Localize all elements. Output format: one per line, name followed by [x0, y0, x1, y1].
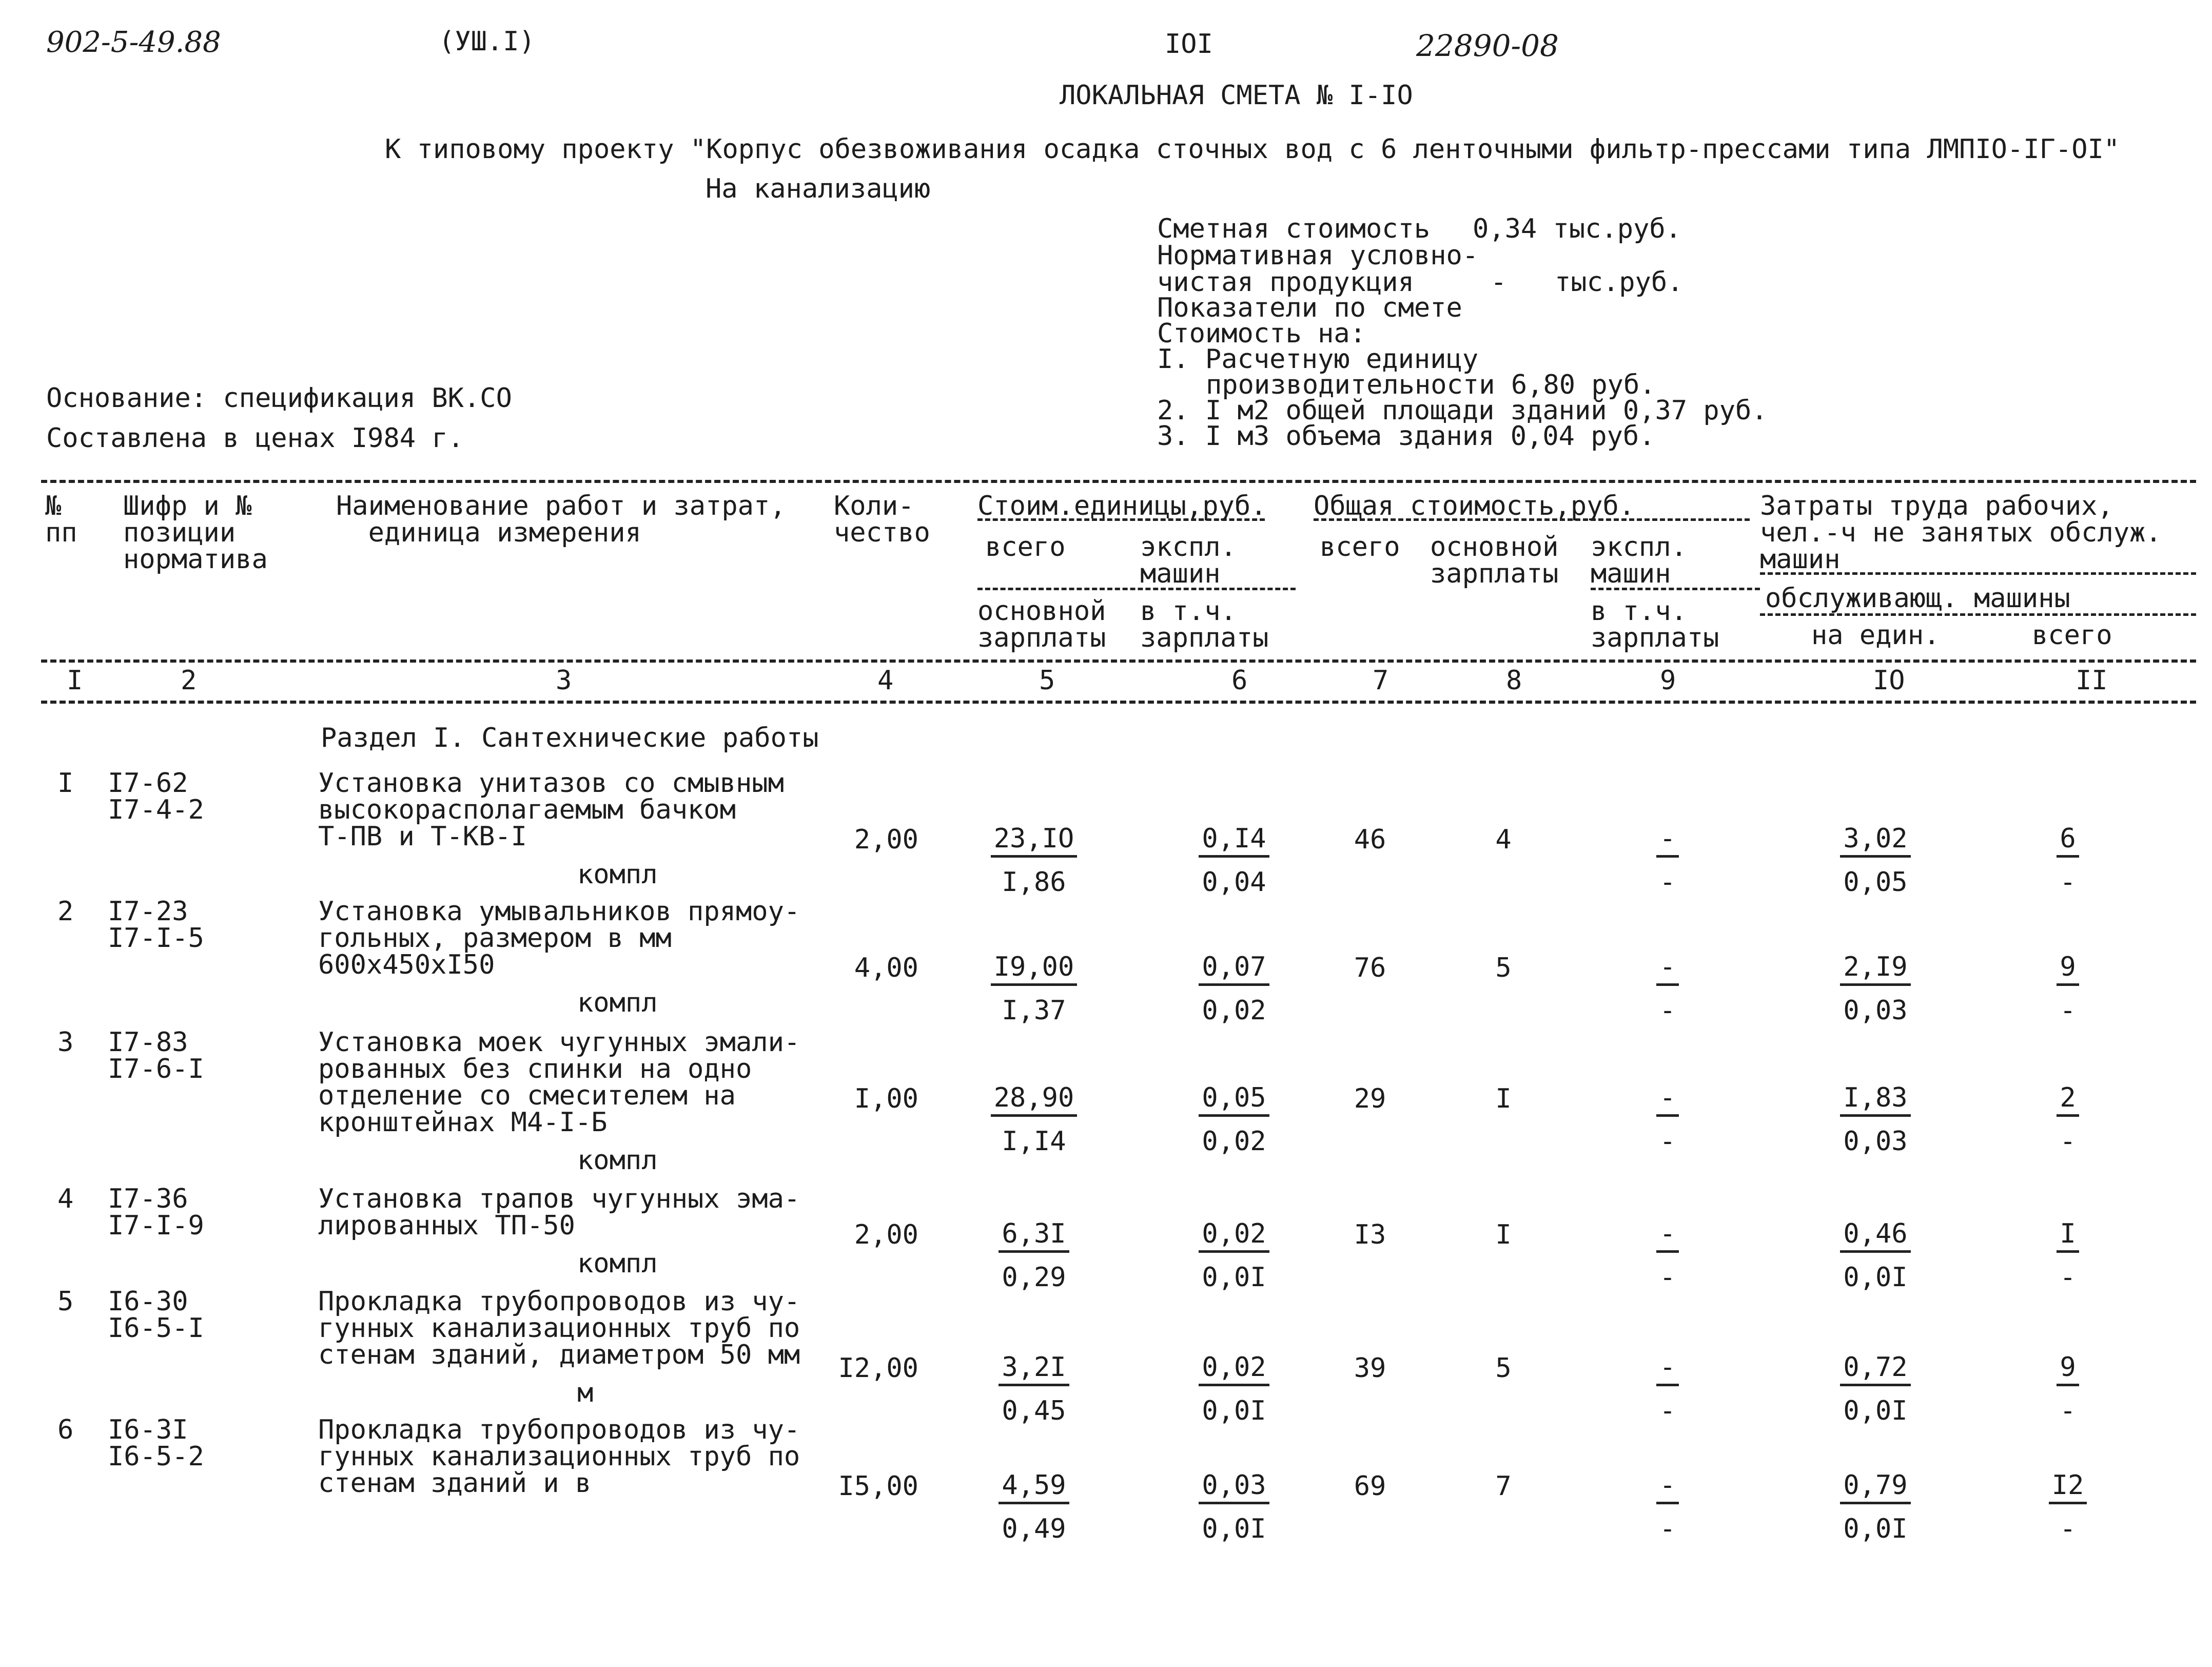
row-labor-total — [2017, 1220, 2119, 1291]
row-quantity: I2,00 — [838, 1353, 918, 1384]
row-total-base-wage: 5 — [1495, 953, 1512, 983]
row-labor-total-bottom: - — [2060, 1262, 2076, 1293]
row-total-machines-bottom: - — [1659, 1395, 1676, 1426]
column-number-1: I — [67, 665, 83, 696]
row-total-machines-top: - — [1656, 1084, 1678, 1117]
row-labor-total-bottom: - — [2060, 867, 2076, 898]
row-unit-cost — [975, 954, 1093, 1024]
row-unit: м — [577, 1378, 594, 1408]
indicator-item-1a: I. Расчетную единицу — [1157, 344, 1479, 375]
row-labor-per-unit-bottom: 0,03 — [1843, 1126, 1908, 1157]
basis-line: Основание: спецификация ВК.СО — [46, 383, 512, 414]
header-col-quantity: Коли- чество — [834, 491, 930, 548]
row-number: 3 — [57, 1027, 74, 1058]
row-unit-machines-top: 0,02 — [1199, 1354, 1269, 1386]
row-unit-cost — [975, 1354, 1093, 1424]
row-total-cost: 29 — [1354, 1083, 1386, 1114]
row-total-machines — [1616, 1084, 1719, 1155]
row-labor-total — [2017, 1472, 2119, 1542]
row-number: 2 — [57, 896, 74, 927]
row-unit-machines — [1175, 1220, 1293, 1291]
row-unit-machines-bottom: 0,0I — [1202, 1514, 1266, 1544]
normative-product-unit: тыс.руб. — [1555, 267, 1684, 298]
header-total-sub-rule — [1591, 588, 1760, 590]
row-labor-per-unit-top: I,83 — [1840, 1084, 1910, 1117]
column-number-6: 6 — [1231, 665, 1248, 696]
row-quantity: 2,00 — [854, 1219, 918, 1250]
column-number-7: 7 — [1373, 665, 1389, 696]
header-labor-total: всего — [2032, 620, 2112, 651]
row-total-machines-bottom: - — [1659, 1126, 1676, 1157]
project-description: К типовому проекту "Корпус обезвоживания осадка сточных вод с 6 ленточными фильтр-прессами типа ЛМПIO-IГ-OI" — [385, 134, 2120, 165]
header-col-name: Наименование работ и затрат, единица измерения — [336, 491, 786, 548]
row-unit-cost-top: 28,90 — [991, 1084, 1078, 1117]
row-total-cost: 46 — [1354, 824, 1386, 855]
row-unit-machines-top: 0,05 — [1199, 1084, 1269, 1117]
row-labor-total-top: I2 — [2049, 1472, 2087, 1504]
row-labor-per-unit — [1816, 1354, 1934, 1424]
row-unit-machines — [1175, 825, 1293, 896]
row-labor-per-unit-bottom: 0,0I — [1843, 1395, 1908, 1426]
row-labor-per-unit — [1816, 1472, 1934, 1542]
indicator-item-3: 3. I м3 объема здания 0,04 руб. — [1157, 421, 1655, 452]
normative-product-label-2: чистая продукция — [1157, 267, 1414, 298]
row-unit-cost-bottom: 0,29 — [1002, 1262, 1066, 1293]
header-labor: Затраты труда рабочих, чел.-ч не занятых обслуж. машин — [1760, 491, 2162, 575]
row-labor-per-unit-top: 0,46 — [1840, 1220, 1910, 1253]
row-total-base-wage: 4 — [1495, 824, 1512, 855]
row-total-machines — [1616, 1220, 1719, 1291]
row-labor-total-top: 9 — [2057, 1354, 2079, 1386]
row-unit-cost-top: I9,00 — [991, 954, 1078, 986]
row-total-cost: 39 — [1354, 1353, 1386, 1384]
row-name: Установка моек чугунных эмали- рованных без спинки на одно отделение со смесителем на кронштейнах М4-I-Б — [318, 1027, 800, 1138]
row-labor-per-unit — [1816, 954, 1934, 1024]
column-number-5: 5 — [1039, 665, 1055, 696]
column-number-8: 8 — [1506, 665, 1522, 696]
row-labor-total — [2017, 1084, 2119, 1155]
header-labor-sub-rule — [1760, 613, 2196, 616]
row-total-base-wage: 5 — [1495, 1353, 1512, 1384]
row-unit-machines — [1175, 1472, 1293, 1542]
row-total-cost: I3 — [1354, 1219, 1386, 1250]
header-mid-rule — [41, 660, 2196, 663]
header-col-number: № пп — [45, 491, 77, 548]
header-bottom-rule — [41, 701, 2196, 704]
row-unit: компл — [577, 859, 658, 890]
row-labor-total-top: 6 — [2057, 825, 2079, 858]
header-total-cost-rule — [1314, 518, 1750, 521]
cost-per-heading: Стоимость на: — [1157, 318, 1366, 349]
header-total-all: всего — [1320, 532, 1400, 563]
document-title: ЛОКАЛЬНАЯ СМЕТА № I-IO — [1060, 80, 1413, 111]
row-unit-machines-bottom: 0,02 — [1202, 995, 1266, 1026]
row-unit-cost-top: 3,2I — [999, 1354, 1069, 1386]
header-unit-incl-wage: в т.ч. зарплаты — [1140, 596, 1269, 653]
row-total-machines — [1616, 1354, 1719, 1424]
row-total-machines-top: - — [1656, 825, 1678, 858]
row-unit-cost-bottom: I,I4 — [1002, 1126, 1066, 1157]
row-number: 6 — [57, 1414, 74, 1445]
header-unit-total: всего — [985, 532, 1066, 563]
row-unit-machines-bottom: 0,0I — [1202, 1395, 1266, 1426]
row-labor-total — [2017, 1354, 2119, 1424]
row-number: 4 — [57, 1184, 74, 1214]
indicator-item-1b: производительности 6,80 руб. — [1206, 370, 1656, 400]
row-unit-cost-top: 23,IO — [991, 825, 1078, 858]
row-labor-per-unit — [1816, 1220, 1934, 1291]
row-total-machines-bottom: - — [1659, 867, 1676, 898]
row-unit-cost-bottom: I,37 — [1002, 995, 1066, 1026]
row-labor-per-unit-top: 3,02 — [1840, 825, 1910, 858]
header-unit-machines: экспл. машин — [1140, 532, 1237, 589]
row-total-base-wage: I — [1495, 1219, 1512, 1250]
row-name: Прокладка трубопроводов из чу- гунных канализационных труб по стенам зданий и в — [318, 1414, 800, 1499]
row-unit-machines-top: 0,07 — [1199, 954, 1269, 986]
header-labor-rule — [1760, 572, 2196, 575]
price-year-line: Составлена в ценах I984 г. — [46, 423, 464, 454]
column-number-9: 9 — [1660, 665, 1676, 696]
row-labor-per-unit-bottom: 0,0I — [1843, 1514, 1908, 1544]
row-unit-machines — [1175, 1354, 1293, 1424]
row-quantity: 2,00 — [854, 824, 918, 855]
header-unit-cost: Стоим.единицы,руб. — [977, 491, 1267, 521]
row-code: I7-36 I7-I-9 — [108, 1184, 204, 1241]
header-unit-cost-rule — [977, 518, 1265, 521]
header-col-code: Шифр и № позиции норматива — [123, 491, 268, 575]
indicator-item-2: 2. I м2 общей площади зданий 0,37 руб. — [1157, 395, 1768, 426]
row-unit-cost-bottom: 0,45 — [1002, 1395, 1066, 1426]
row-quantity: I5,00 — [838, 1471, 918, 1502]
indicators-heading: Показатели по смете — [1157, 293, 1462, 323]
column-number-2: 2 — [181, 665, 197, 696]
row-total-base-wage: I — [1495, 1083, 1512, 1114]
row-total-machines — [1616, 825, 1719, 896]
row-unit-machines-bottom: 0,04 — [1202, 867, 1266, 898]
row-labor-per-unit-top: 2,I9 — [1840, 954, 1910, 986]
row-unit-machines-top: 0,I4 — [1199, 825, 1269, 858]
row-total-cost: 76 — [1354, 953, 1386, 983]
row-total-machines-top: - — [1656, 1472, 1678, 1504]
row-labor-total-bottom: - — [2060, 1395, 2076, 1426]
row-total-machines-top: - — [1656, 1354, 1678, 1386]
row-labor-per-unit-top: 0,72 — [1840, 1354, 1910, 1386]
row-name: Установка трапов чугунных эма- лированных ТП-50 — [318, 1184, 800, 1241]
header-total-cost: Общая стоимость,руб. — [1314, 491, 1635, 521]
row-name: Установка умывальников прямоу- гольных, размером в мм 600x450xI50 — [318, 896, 800, 980]
column-number-10: IO — [1873, 665, 1905, 696]
estimated-cost-label: Сметная стоимость — [1157, 214, 1431, 244]
row-total-machines-bottom: - — [1659, 995, 1676, 1026]
row-unit-cost-bottom: I,86 — [1002, 867, 1066, 898]
row-code: I6-30 I6-5-I — [108, 1286, 204, 1344]
row-quantity: I,00 — [854, 1083, 918, 1114]
header-unit-base-wage: основной зарплаты — [977, 596, 1106, 653]
row-labor-per-unit-bottom: 0,0I — [1843, 1262, 1908, 1293]
row-labor-per-unit-bottom: 0,03 — [1843, 995, 1908, 1026]
archive-number: 22890-08 — [1416, 28, 1559, 63]
row-unit-cost-top: 4,59 — [999, 1472, 1069, 1504]
row-unit-machines — [1175, 1084, 1293, 1155]
row-labor-total-top: 2 — [2057, 1084, 2079, 1117]
page-number: IOI — [1165, 29, 1213, 60]
row-code: I6-3I I6-5-2 — [108, 1414, 204, 1472]
column-number-3: 3 — [556, 665, 572, 696]
header-labor-per-unit: на един. — [1811, 620, 1940, 651]
row-unit-cost — [975, 1084, 1093, 1155]
row-total-machines-bottom: - — [1659, 1514, 1676, 1544]
row-labor-total — [2017, 954, 2119, 1024]
row-total-machines-top: - — [1656, 954, 1678, 986]
row-unit-machines-bottom: 0,0I — [1202, 1262, 1266, 1293]
row-total-machines-top: - — [1656, 1220, 1678, 1253]
row-unit-machines-top: 0,02 — [1199, 1220, 1269, 1253]
row-unit-cost — [975, 1220, 1093, 1291]
document-subtitle: На канализацию — [706, 173, 931, 204]
row-code: I7-83 I7-6-I — [108, 1027, 204, 1084]
row-unit-machines-bottom: 0,02 — [1202, 1126, 1266, 1157]
row-total-machines-bottom: - — [1659, 1262, 1676, 1293]
header-top-rule — [41, 480, 2196, 483]
document-code: 902-5-49.88 — [46, 26, 221, 59]
row-unit-cost — [975, 1472, 1093, 1542]
header-unit-sub-rule — [977, 588, 1296, 590]
album-number: (УШ.I) — [439, 26, 535, 57]
row-labor-total-top: I — [2057, 1220, 2079, 1253]
header-labor-machines: обслуживающ. машины — [1765, 583, 2070, 614]
row-total-machines — [1616, 1472, 1719, 1542]
row-unit: компл — [577, 987, 658, 1018]
row-unit-cost — [975, 825, 1093, 896]
row-quantity: 4,00 — [854, 953, 918, 983]
normative-product-value: - — [1491, 267, 1507, 298]
row-unit-cost-bottom: 0,49 — [1002, 1514, 1066, 1544]
row-labor-total-bottom: - — [2060, 995, 2076, 1026]
row-name: Прокладка трубопроводов из чу- гунных канализационных труб по стенам зданий, диаметром 50 мм — [318, 1286, 800, 1370]
column-number-4: 4 — [877, 665, 894, 696]
column-number-11: II — [2076, 665, 2108, 696]
row-code: I7-62 I7-4-2 — [108, 768, 204, 825]
row-labor-per-unit — [1816, 1084, 1934, 1155]
row-unit-cost-top: 6,3I — [999, 1220, 1069, 1253]
row-unit-machines — [1175, 954, 1293, 1024]
estimated-cost-value: 0,34 тыс.руб. — [1473, 214, 1681, 244]
normative-product-label-1: Нормативная условно- — [1157, 240, 1479, 271]
row-labor-total — [2017, 825, 2119, 896]
row-name: Установка унитазов со смывным высокорасполагаемым бачком Т-ПВ и Т-КВ-I — [318, 768, 784, 852]
row-total-machines — [1616, 954, 1719, 1024]
row-code: I7-23 I7-I-5 — [108, 896, 204, 954]
row-labor-total-bottom: - — [2060, 1126, 2076, 1157]
row-unit-machines-top: 0,03 — [1199, 1472, 1269, 1504]
row-unit: компл — [577, 1145, 658, 1176]
row-labor-total-top: 9 — [2057, 954, 2079, 986]
header-total-machines: экспл. машин — [1591, 532, 1687, 589]
section-title: Раздел I. Сантехнические работы — [321, 723, 819, 753]
row-number: I — [57, 768, 74, 799]
row-labor-total-bottom: - — [2060, 1514, 2076, 1544]
row-unit: компл — [577, 1248, 658, 1279]
row-labor-per-unit-bottom: 0,05 — [1843, 867, 1908, 898]
header-total-base-wage: основной зарплаты — [1430, 532, 1559, 589]
row-total-cost: 69 — [1354, 1471, 1386, 1502]
row-labor-per-unit-top: 0,79 — [1840, 1472, 1910, 1504]
row-labor-per-unit — [1816, 825, 1934, 896]
row-number: 5 — [57, 1286, 74, 1317]
header-total-incl-wage: в т.ч. зарплаты — [1591, 596, 1719, 653]
row-total-base-wage: 7 — [1495, 1471, 1512, 1502]
